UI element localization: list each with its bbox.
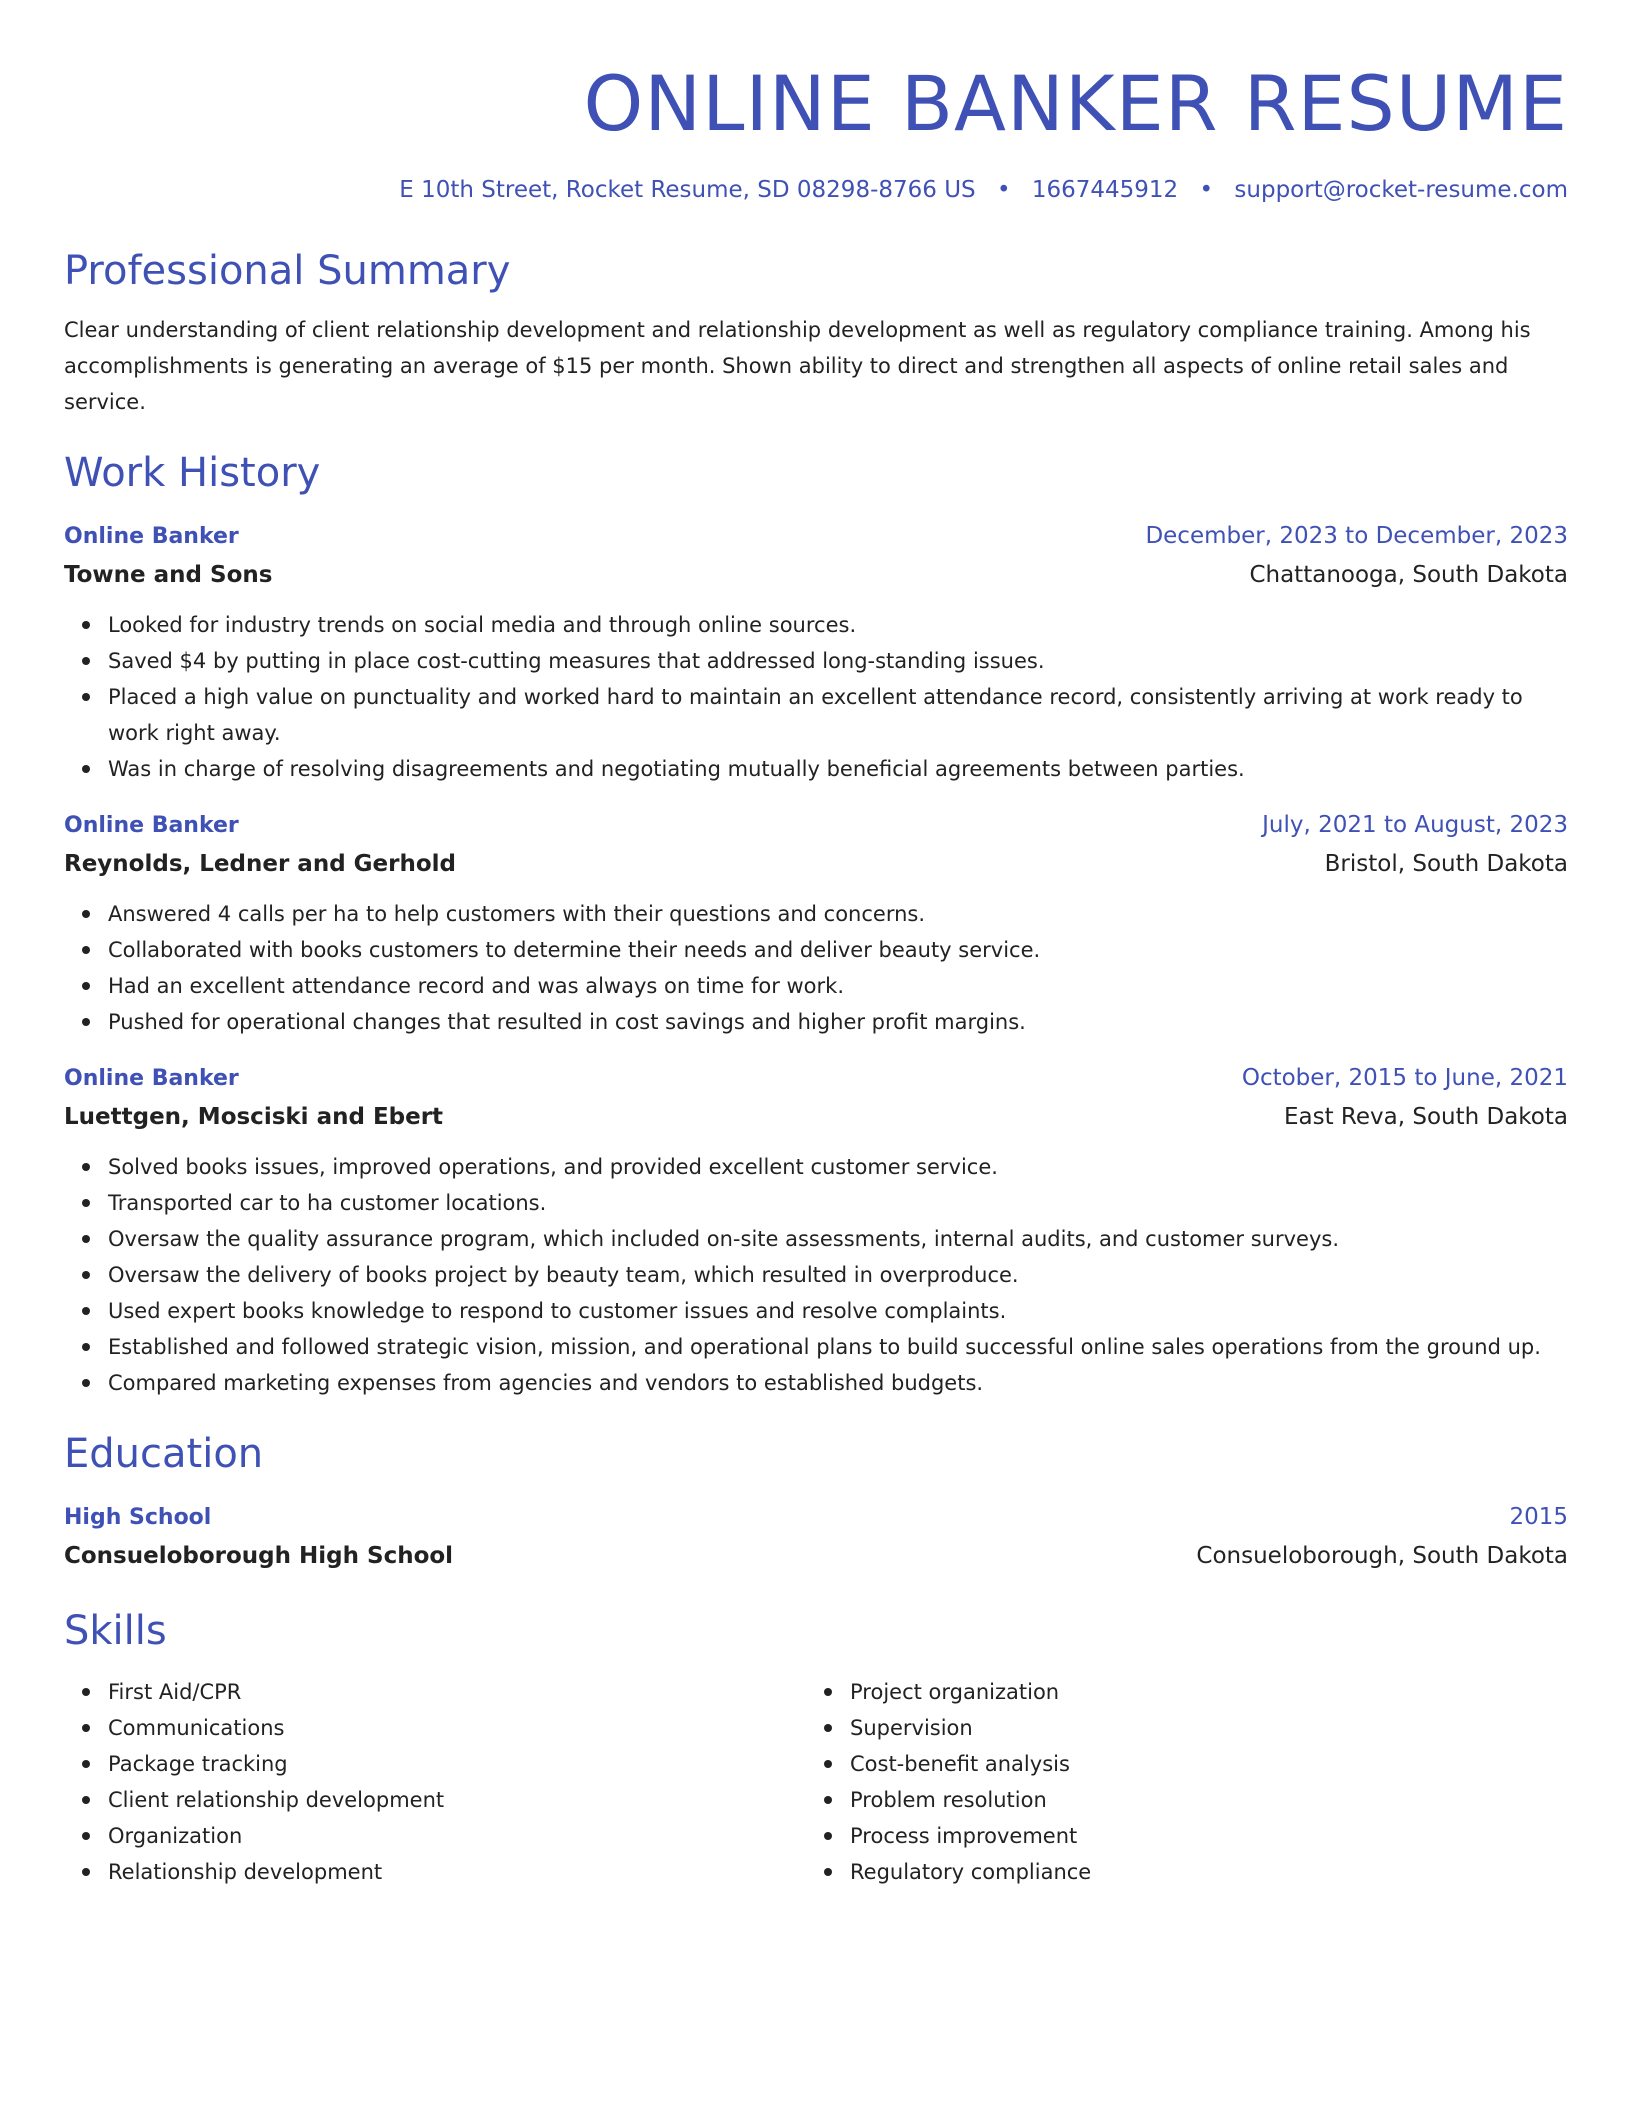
job-entry <box>64 518 1568 787</box>
job-location: Bristol, South Dakota <box>1324 851 1568 877</box>
job-duty: Established and followed strategic vision, mission, and operational plans to build successful online sales operations from the ground up. <box>108 1329 1568 1365</box>
job-dates: July, 2021 to August, 2023 <box>1262 812 1568 838</box>
skill-item: Client relationship development <box>108 1782 806 1818</box>
skill-item: Package tracking <box>108 1746 806 1782</box>
contact-email: support@rocket-resume.com <box>1234 177 1568 203</box>
education-year: 2015 <box>1509 1504 1568 1530</box>
skill-item: Regulatory compliance <box>850 1854 1548 1890</box>
contact-address: E 10th Street, Rocket Resume, SD 08298-8766 US <box>399 177 976 203</box>
job-role: Online Banker <box>64 524 239 549</box>
job-duty: Had an excellent attendance record and was always on time for work. <box>108 968 1568 1004</box>
resume-title: ONLINE BANKER RESUME <box>583 59 1568 148</box>
skill-item: Communications <box>108 1710 806 1746</box>
job-duties-list <box>64 896 1568 1040</box>
job-entry <box>64 807 1568 1040</box>
job-location: Chattanooga, South Dakota <box>1249 562 1568 588</box>
education-location: Consueloborough, South Dakota <box>1196 1543 1568 1569</box>
job-entry <box>64 1060 1568 1401</box>
job-duty: Looked for industry trends on social media and through online sources. <box>108 607 1568 643</box>
skills-columns <box>64 1674 1568 1890</box>
job-dates: December, 2023 to December, 2023 <box>1145 523 1568 549</box>
skill-item: Cost-benefit analysis <box>850 1746 1548 1782</box>
contact-phone: 1667445912 <box>1031 177 1179 203</box>
job-duty: Collaborated with books customers to determine their needs and deliver beauty service. <box>108 932 1568 968</box>
work-history-heading: Work History <box>64 450 321 496</box>
skill-item: Supervision <box>850 1710 1548 1746</box>
skills-list-right <box>806 1674 1548 1890</box>
education-school: Consueloborough High School <box>64 1543 454 1569</box>
skill-item: Problem resolution <box>850 1782 1548 1818</box>
contact-separator: • <box>996 177 1011 203</box>
skill-item: Organization <box>108 1818 806 1854</box>
job-duty: Saved $4 by putting in place cost-cutting measures that addressed long-standing issues. <box>108 643 1568 679</box>
job-duty: Placed a high value on punctuality and worked hard to maintain an excellent attendance record, consistently arriving at work ready to work right away. <box>108 679 1568 751</box>
skill-item: Process improvement <box>850 1818 1548 1854</box>
education-heading: Education <box>64 1431 264 1477</box>
job-duty: Transported car to ha customer locations. <box>108 1185 1568 1221</box>
resume-page <box>64 0 1568 1890</box>
education-entry <box>64 1499 1568 1576</box>
job-role: Online Banker <box>64 813 239 838</box>
job-duties-list <box>64 1149 1568 1401</box>
job-dates: October, 2015 to June, 2021 <box>1241 1065 1568 1091</box>
job-duty: Answered 4 calls per ha to help customers with their questions and concerns. <box>108 896 1568 932</box>
job-duty: Oversaw the delivery of books project by beauty team, which resulted in overproduce. <box>108 1257 1568 1293</box>
skill-item: Project organization <box>850 1674 1548 1710</box>
skill-item: Relationship development <box>108 1854 806 1890</box>
education-degree: High School <box>64 1505 212 1530</box>
job-duty: Oversaw the quality assurance program, which included on-site assessments, internal audits, and customer surveys. <box>108 1221 1568 1257</box>
summary-text: Clear understanding of client relationship development and relationship development as well as regulatory compliance training. Among his accomplishments is generating an average of $15 per month. Shown ability to direct and strengthen all aspects of online retail sales and service. <box>64 318 1531 414</box>
job-duty: Pushed for operational changes that resulted in cost savings and higher profit margins. <box>108 1004 1568 1040</box>
contact-separator: • <box>1199 177 1214 203</box>
job-company: Towne and Sons <box>64 562 273 588</box>
skills-list-left <box>64 1674 806 1890</box>
job-duty: Used expert books knowledge to respond to customer issues and resolve complaints. <box>108 1293 1568 1329</box>
summary-heading: Professional Summary <box>64 248 511 294</box>
skills-heading: Skills <box>64 1608 167 1654</box>
job-role: Online Banker <box>64 1066 239 1091</box>
job-duty: Solved books issues, improved operations, and provided excellent customer service. <box>108 1149 1568 1185</box>
job-duty: Was in charge of resolving disagreements and negotiating mutually beneficial agreements between parties. <box>108 751 1568 787</box>
job-duty: Compared marketing expenses from agencies and vendors to established budgets. <box>108 1365 1568 1401</box>
job-location: East Reva, South Dakota <box>1283 1104 1568 1130</box>
skill-item: First Aid/CPR <box>108 1674 806 1710</box>
contact-line <box>64 174 1568 206</box>
job-company: Luettgen, Mosciski and Ebert <box>64 1104 444 1130</box>
job-company: Reynolds, Ledner and Gerhold <box>64 851 457 877</box>
job-duties-list <box>64 607 1568 787</box>
